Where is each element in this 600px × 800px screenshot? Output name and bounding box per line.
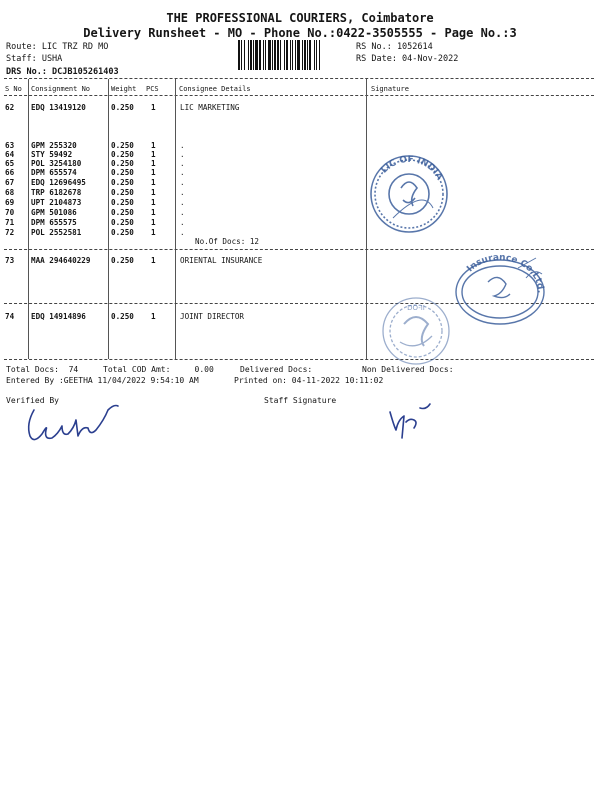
svg-text:DO-II: DO-II — [407, 304, 425, 312]
row-sno: 64 — [5, 150, 15, 159]
row-sno: 69 — [5, 198, 15, 207]
row-consignee: LIC MARKETING — [180, 103, 240, 112]
staff-handwritten-signature — [384, 400, 434, 440]
row-sno: 67 — [5, 178, 15, 187]
row-consignment: GPM 501086 — [31, 208, 77, 217]
col-header-consignment: Consignment No — [31, 85, 91, 93]
insurance-seal-stamp — [448, 248, 552, 328]
row-pcs: 1 — [151, 141, 156, 150]
row-weight: 0.250 — [111, 256, 134, 265]
row-consignee: . — [180, 198, 185, 207]
total-cod-amount: Total COD Amt: 0.00 — [103, 365, 214, 374]
row-sno: 66 — [5, 168, 15, 177]
col-header-sno: S No — [5, 85, 22, 93]
row-sno: 71 — [5, 218, 15, 227]
row-consignee: ORIENTAL INSURANCE — [180, 256, 263, 265]
row-pcs: 1 — [151, 256, 156, 265]
row-consignee: . — [180, 228, 185, 237]
row-weight: 0.250 — [111, 228, 134, 237]
svg-text:LIC OF INDIA: LIC OF INDIA — [379, 154, 445, 183]
row-pcs: 1 — [151, 178, 156, 187]
row-pcs: 1 — [151, 159, 156, 168]
company-title: THE PROFESSIONAL COURIERS, Coimbatore — [166, 11, 434, 25]
drs-number: DRS No.: DCJB105261403 — [6, 67, 119, 77]
svg-text:Insurance Co.Ltd.: Insurance Co.Ltd. — [465, 252, 546, 294]
row-consignment: EDQ 13419120 — [31, 103, 86, 112]
row-weight: 0.250 — [111, 103, 134, 112]
row-consignment: UPT 2104873 — [31, 198, 82, 207]
printed-on: Printed on: 04-11-2022 10:11:02 — [234, 376, 384, 385]
row-pcs: 1 — [151, 218, 156, 227]
row-pcs: 1 — [151, 150, 156, 159]
row-sno: 74 — [5, 312, 15, 321]
lic-seal-stamp — [363, 148, 455, 236]
row-weight: 0.250 — [111, 141, 134, 150]
runsheet-title: Delivery Runsheet - MO - Phone No.:0422-3505555 - Page No.:3 — [83, 26, 517, 40]
row-weight: 0.250 — [111, 198, 134, 207]
row-weight: 0.250 — [111, 168, 134, 177]
row-consignment: GPM 255320 — [31, 141, 77, 150]
row-sno: 63 — [5, 141, 15, 150]
rs-date: RS Date: 04-Nov-2022 — [356, 54, 459, 64]
row-pcs: 1 — [151, 198, 156, 207]
barcode — [238, 40, 350, 70]
row-sno: 73 — [5, 256, 15, 265]
row-consignment: EDQ 12696495 — [31, 178, 86, 187]
row-consignment: EDQ 14914896 — [31, 312, 86, 321]
row-sno: 72 — [5, 228, 15, 237]
col-header-signature: Signature — [371, 85, 409, 93]
col-divider — [28, 79, 29, 359]
staff-label: Staff: USHA — [6, 54, 63, 64]
row-consignment: POL 3254180 — [31, 159, 82, 168]
route-label: Route: LIC TRZ RD MO — [6, 42, 109, 52]
row-weight: 0.250 — [111, 178, 134, 187]
row-consignee: . — [180, 188, 185, 197]
col-header-consignee: Consignee Details — [179, 85, 251, 93]
row-consignee: . — [180, 218, 185, 227]
group-doc-count: No.Of Docs: 12 — [195, 237, 260, 246]
row-sno: 68 — [5, 188, 15, 197]
row-consignee: JOINT DIRECTOR — [180, 312, 245, 321]
row-consignment: DPM 655574 — [31, 168, 77, 177]
verifier-handwritten-signature — [20, 402, 130, 448]
row-pcs: 1 — [151, 208, 156, 217]
do-seal-stamp — [378, 294, 454, 368]
col-divider — [175, 79, 176, 359]
delivered-docs: Delivered Docs: — [240, 365, 313, 374]
row-consignment: MAA 294640229 — [31, 256, 91, 265]
row-pcs: 1 — [151, 168, 156, 177]
row-pcs: 1 — [151, 228, 156, 237]
row-consignee: . — [180, 208, 185, 217]
col-header-weight: Weight — [111, 85, 137, 93]
row-consignee: . — [180, 168, 185, 177]
staff-signature-label: Staff Signature — [264, 396, 337, 405]
entered-by: Entered By :GEETHA 11/04/2022 9:54:10 AM — [6, 376, 199, 385]
row-consignment: POL 2552581 — [31, 228, 82, 237]
row-consignee: . — [180, 159, 185, 168]
non-delivered-docs: Non Delivered Docs: — [362, 365, 454, 374]
row-consignee: . — [180, 178, 185, 187]
row-consignee: . — [180, 150, 185, 159]
row-consignee: . — [180, 141, 185, 150]
row-weight: 0.250 — [111, 150, 134, 159]
row-weight: 0.250 — [111, 218, 134, 227]
table-header-rule — [4, 95, 594, 96]
row-weight: 0.250 — [111, 188, 134, 197]
row-pcs: 1 — [151, 312, 156, 321]
row-consignment: STY 59492 — [31, 150, 73, 159]
row-sno: 62 — [5, 103, 15, 112]
row-sno: 65 — [5, 159, 15, 168]
row-pcs: 1 — [151, 188, 156, 197]
total-docs: Total Docs: 74 — [6, 365, 79, 374]
table-top-rule — [4, 78, 594, 79]
row-weight: 0.250 — [111, 312, 134, 321]
table-bottom-rule — [4, 359, 594, 360]
col-divider — [108, 79, 109, 359]
rs-number: RS No.: 1052614 — [356, 42, 433, 52]
row-weight: 0.250 — [111, 208, 134, 217]
col-header-pcs: PCS — [146, 85, 159, 93]
row-pcs: 1 — [151, 103, 156, 112]
verified-by-label: Verified By — [6, 396, 59, 405]
row-sno: 70 — [5, 208, 15, 217]
row-consignment: DPM 655575 — [31, 218, 77, 227]
row-weight: 0.250 — [111, 159, 134, 168]
row-consignment: TRP 6182678 — [31, 188, 82, 197]
